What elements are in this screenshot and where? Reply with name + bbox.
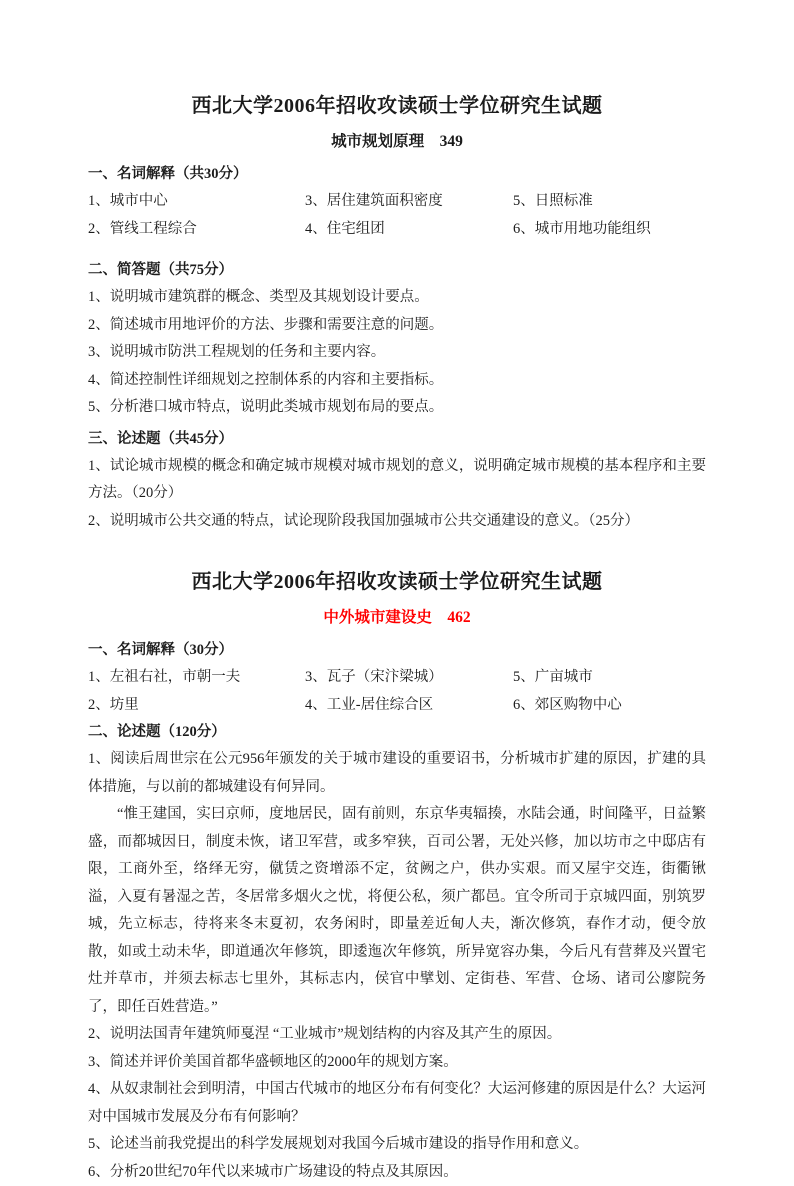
exam1-terms-grid: [88, 188, 706, 243]
term-item: 6、郊区购物中心: [513, 692, 706, 720]
question-line: 4、简述控制性详细规划之控制体系的内容和主要指标。: [88, 367, 706, 395]
term-item: 2、坊里: [88, 692, 305, 720]
term-item: 4、住宅组团: [305, 216, 513, 244]
exam2-section2-heading: 二、论述题（120分）: [88, 719, 706, 746]
exam2: [88, 569, 706, 1186]
term-item: 6、城市用地功能组织: [513, 216, 706, 244]
term-item: 1、左祖右社，市朝一夫: [88, 664, 305, 692]
term-item: 3、瓦子（宋汴梁城）: [305, 664, 513, 692]
question-line: 3、说明城市防洪工程规划的任务和主要内容。: [88, 339, 706, 367]
question-line: 5、论述当前我党提出的科学发展规划对我国今后城市建设的指导作用和意义。: [88, 1131, 706, 1159]
term-item: 2、管线工程综合: [88, 216, 305, 244]
exam2-section1-heading: 一、名词解释（30分）: [88, 637, 706, 664]
question-line: 2、说明城市公共交通的特点，试论现阶段我国加强城市公共交通建设的意义。（25分）: [88, 508, 706, 536]
term-item: 4、工业-居住综合区: [305, 692, 513, 720]
exam1-title: 西北大学2006年招收攻读硕士学位研究生试题: [88, 93, 706, 119]
exam1-section2-heading: 二、简答题（共75分）: [88, 257, 706, 284]
term-item: 1、城市中心: [88, 188, 305, 216]
term-item: 5、广亩城市: [513, 664, 706, 692]
term-item: 3、居住建筑面积密度: [305, 188, 513, 216]
question-line: 5、分析港口城市特点，说明此类城市规划布局的要点。: [88, 394, 706, 422]
question-line: 2、简述城市用地评价的方法、步骤和需要注意的问题。: [88, 312, 706, 340]
edict-quote-paragraph: “惟王建国，实曰京师，度地居民，固有前则，东京华夷辐揍，水陆会通，时间隆平，日益繁盛，而都城因日，制度未恢，诸卫军营，或多窄狭，百司公署，无处兴修，加以坊市之中邸店有限，工商外至，络绎无穷，僦赁之资增添不定，贫阙之户，供办实艰。而又屋宇交连，街衢锹溢，入夏有暑湿之苦，冬居常多烟火之忧，将便公私，须广都邑。宜令所司于京城四面，别筑罗城，先立标志，待将来冬末夏初，农务闲时，即量差近甸人夫，渐次修筑，春作才动，便令放散，如或土动未华，即道通次年修筑，即逶迤次年修筑，所异宽容办集，今后凡有营葬及兴置宅灶并草市，并须去标志七里外，其标志内，侯官中擘划、定街巷、军营、仓场、诸司公廖院务了，即任百姓营造。”: [88, 801, 706, 1021]
exam1: [88, 93, 706, 535]
term-item: 5、日照标准: [513, 188, 706, 216]
question-line: 1、试论城市规模的概念和确定城市规模对城市规划的意义，说明确定城市规模的基本程序和主要方法。（20分）: [88, 453, 706, 508]
exam2-title: 西北大学2006年招收攻读硕士学位研究生试题: [88, 569, 706, 595]
question-line: 2、说明法国青年建筑师戛涅 “工业城市”规划结构的内容及其产生的原因。: [88, 1021, 706, 1049]
question-line: 4、从奴隶制社会到明清，中国古代城市的地区分布有何变化？大运河修建的原因是什么？大运河对中国城市发展及分布有何影响？: [88, 1076, 706, 1131]
exam2-terms-grid: [88, 664, 706, 719]
question-line: 3、简述并评价美国首都华盛顿地区的2000年的规划方案。: [88, 1049, 706, 1077]
question-line: 6、分析20世纪70年代以来城市广场建设的特点及其原因。: [88, 1159, 706, 1186]
question-line: 1、说明城市建筑群的概念、类型及其规划设计要点。: [88, 284, 706, 312]
exam1-section1-heading: 一、名词解释（共30分）: [88, 161, 706, 188]
exam1-subject: 城市规划原理 349: [88, 131, 706, 153]
question-line: 1、阅读后周世宗在公元956年颁发的关于城市建设的重要诏书，分析城市扩建的原因，扩建的具体措施，与以前的都城建设有何异同。: [88, 746, 706, 801]
exam1-section3-heading: 三、论述题（共45分）: [88, 426, 706, 453]
exam2-subject: 中外城市建设史 462: [88, 607, 706, 629]
